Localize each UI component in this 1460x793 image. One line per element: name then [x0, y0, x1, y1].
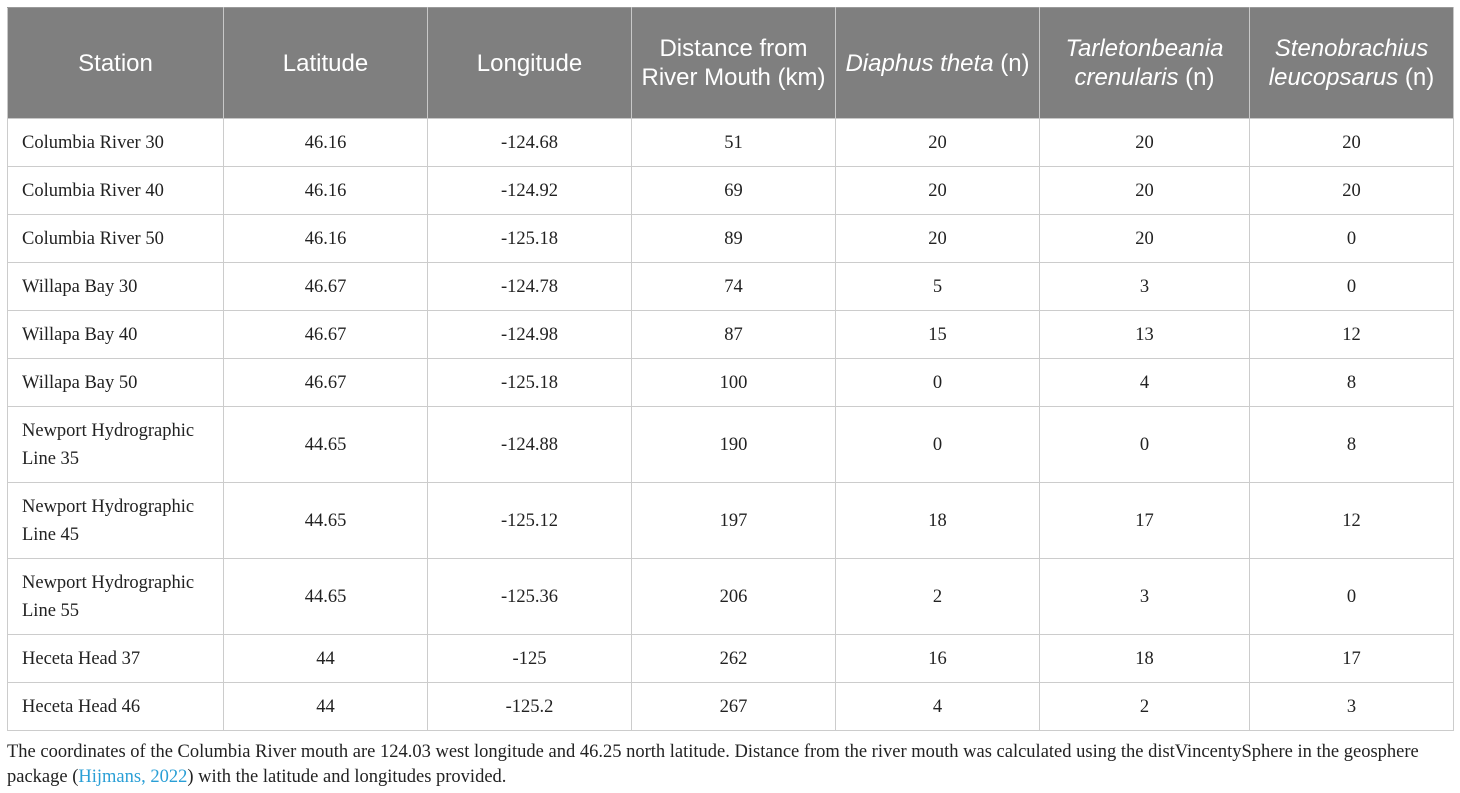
- tarletonbeania-count-cell: 2: [1040, 683, 1250, 731]
- station-cell: Columbia River 50: [8, 215, 224, 263]
- tarletonbeania-count-cell: 4: [1040, 359, 1250, 407]
- longitude-cell: -125: [428, 635, 632, 683]
- distance-cell: 100: [632, 359, 836, 407]
- header-text: (n): [993, 49, 1030, 77]
- station-cell: Newport Hydrographic Line 55: [8, 559, 224, 635]
- longitude-cell: -125.18: [428, 215, 632, 263]
- longitude-cell: -124.68: [428, 119, 632, 167]
- table-row: [8, 119, 1454, 167]
- tarletonbeania-count-cell: 13: [1040, 311, 1250, 359]
- header-tarletonbeania-crenularis: [1040, 8, 1250, 119]
- header-text: Distance from River Mouth (km): [641, 35, 826, 91]
- stenobrachius-count-cell: 8: [1250, 359, 1454, 407]
- distance-cell: 87: [632, 311, 836, 359]
- stenobrachius-count-cell: 0: [1250, 263, 1454, 311]
- latitude-cell: 46.16: [224, 119, 428, 167]
- latitude-cell: 44.65: [224, 559, 428, 635]
- diaphus-count-cell: 0: [836, 407, 1040, 483]
- longitude-cell: -125.36: [428, 559, 632, 635]
- station-cell: Willapa Bay 30: [8, 263, 224, 311]
- longitude-cell: -124.98: [428, 311, 632, 359]
- distance-cell: 89: [632, 215, 836, 263]
- stenobrachius-count-cell: 17: [1250, 635, 1454, 683]
- longitude-cell: -124.78: [428, 263, 632, 311]
- tarletonbeania-count-cell: 20: [1040, 119, 1250, 167]
- footnote-text-end: ) with the latitude and longitudes provided.: [187, 767, 507, 787]
- table-row: [8, 407, 1454, 483]
- diaphus-count-cell: 15: [836, 311, 1040, 359]
- stenobrachius-count-cell: 12: [1250, 311, 1454, 359]
- table-row: [8, 559, 1454, 635]
- tarletonbeania-count-cell: 18: [1040, 635, 1250, 683]
- table-row: [8, 215, 1454, 263]
- longitude-cell: -124.92: [428, 167, 632, 215]
- diaphus-count-cell: 20: [836, 167, 1040, 215]
- distance-cell: 262: [632, 635, 836, 683]
- latitude-cell: 46.67: [224, 263, 428, 311]
- distance-cell: 69: [632, 167, 836, 215]
- citation-link[interactable]: Hijmans, 2022: [78, 767, 188, 787]
- longitude-cell: -124.88: [428, 407, 632, 483]
- distance-cell: 267: [632, 683, 836, 731]
- header-text: Tarletonbeania crenularis: [1065, 35, 1224, 91]
- tarletonbeania-count-cell: 3: [1040, 559, 1250, 635]
- table-row: [8, 263, 1454, 311]
- header-text: (n): [1178, 64, 1215, 91]
- station-cell: Willapa Bay 50: [8, 359, 224, 407]
- tarletonbeania-count-cell: 17: [1040, 483, 1250, 559]
- stenobrachius-count-cell: 20: [1250, 119, 1454, 167]
- latitude-cell: 44: [224, 683, 428, 731]
- station-table: [7, 7, 1454, 731]
- table-row: [8, 311, 1454, 359]
- tarletonbeania-count-cell: 3: [1040, 263, 1250, 311]
- header-text: Longitude: [476, 49, 583, 77]
- longitude-cell: -125.2: [428, 683, 632, 731]
- header-stenobrachius-leucopsarus: [1250, 8, 1454, 119]
- stenobrachius-count-cell: 12: [1250, 483, 1454, 559]
- station-cell: Columbia River 30: [8, 119, 224, 167]
- latitude-cell: 44.65: [224, 483, 428, 559]
- stenobrachius-count-cell: 8: [1250, 407, 1454, 483]
- stenobrachius-count-cell: 0: [1250, 559, 1454, 635]
- stenobrachius-count-cell: 0: [1250, 215, 1454, 263]
- table-header: [8, 8, 1454, 119]
- distance-cell: 51: [632, 119, 836, 167]
- data-table-container: [7, 7, 1453, 731]
- diaphus-count-cell: 4: [836, 683, 1040, 731]
- diaphus-count-cell: 5: [836, 263, 1040, 311]
- latitude-cell: 46.16: [224, 215, 428, 263]
- header-text: Latitude: [282, 49, 369, 77]
- header-diaphus-theta: [836, 8, 1040, 119]
- header-text: Diaphus theta: [845, 49, 994, 77]
- station-cell: Columbia River 40: [8, 167, 224, 215]
- table-row: [8, 167, 1454, 215]
- latitude-cell: 44.65: [224, 407, 428, 483]
- diaphus-count-cell: 2: [836, 559, 1040, 635]
- table-footnote: [7, 740, 1453, 790]
- stenobrachius-count-cell: 3: [1250, 683, 1454, 731]
- diaphus-count-cell: 20: [836, 119, 1040, 167]
- distance-cell: 206: [632, 559, 836, 635]
- header-station: [8, 8, 224, 119]
- diaphus-count-cell: 18: [836, 483, 1040, 559]
- latitude-cell: 44: [224, 635, 428, 683]
- header-row: [8, 8, 1454, 119]
- table-row: [8, 359, 1454, 407]
- header-distance: [632, 8, 836, 119]
- latitude-cell: 46.67: [224, 359, 428, 407]
- distance-cell: 197: [632, 483, 836, 559]
- header-text: Station: [78, 49, 153, 77]
- header-text: Stenobrachius leucopsarus: [1268, 35, 1429, 91]
- tarletonbeania-count-cell: 20: [1040, 167, 1250, 215]
- diaphus-count-cell: 20: [836, 215, 1040, 263]
- tarletonbeania-count-cell: 20: [1040, 215, 1250, 263]
- distance-cell: 190: [632, 407, 836, 483]
- header-longitude: [428, 8, 632, 119]
- table-row: [8, 483, 1454, 559]
- longitude-cell: -125.18: [428, 359, 632, 407]
- latitude-cell: 46.16: [224, 167, 428, 215]
- longitude-cell: -125.12: [428, 483, 632, 559]
- footnote-text: The coordinates of the Columbia River mouth are 124.03 west longitude and 46.25 north latitude. Distance from the river mouth was calculated using the distVincentySphere in the geosphere package (: [7, 742, 1419, 787]
- table-row: [8, 683, 1454, 731]
- tarletonbeania-count-cell: 0: [1040, 407, 1250, 483]
- header-latitude: [224, 8, 428, 119]
- diaphus-count-cell: 0: [836, 359, 1040, 407]
- station-cell: Heceta Head 37: [8, 635, 224, 683]
- station-cell: Heceta Head 46: [8, 683, 224, 731]
- diaphus-count-cell: 16: [836, 635, 1040, 683]
- stenobrachius-count-cell: 20: [1250, 167, 1454, 215]
- header-text: (n): [1398, 64, 1435, 91]
- table-row: [8, 635, 1454, 683]
- latitude-cell: 46.67: [224, 311, 428, 359]
- table-body: [8, 119, 1454, 731]
- distance-cell: 74: [632, 263, 836, 311]
- station-cell: Newport Hydrographic Line 35: [8, 407, 224, 483]
- station-cell: Willapa Bay 40: [8, 311, 224, 359]
- station-cell: Newport Hydrographic Line 45: [8, 483, 224, 559]
